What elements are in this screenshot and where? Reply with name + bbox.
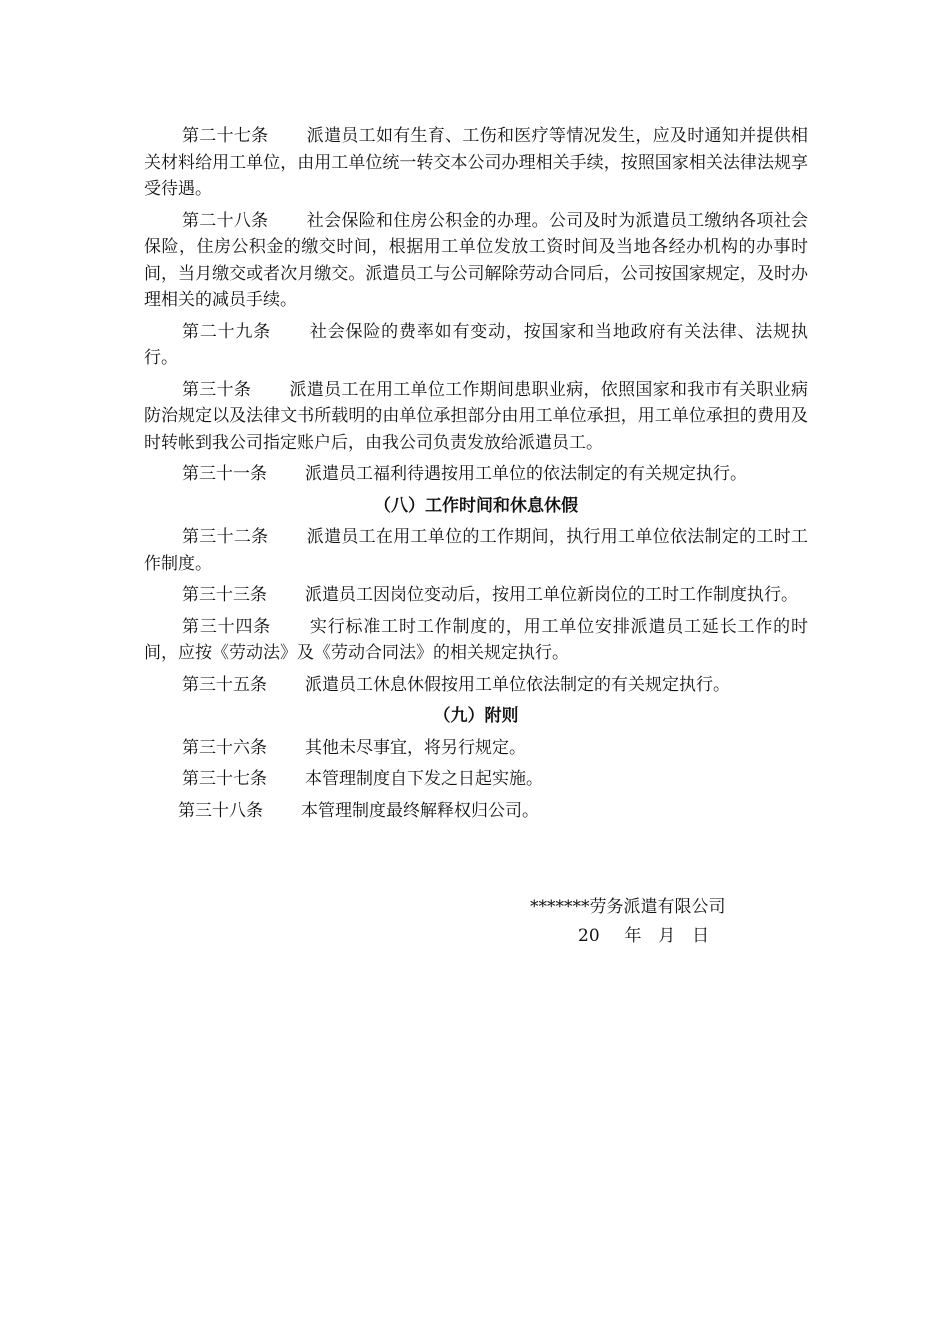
article-text: 社会保险和住房公积金的办理。公司及时为派遣员工缴纳各项社会保险，住房公积金的缴交时间，根据用工单位发放工资时间及当地各经办机构的办事时间，当月缴交或者次月缴交。派遣员工与公司解除劳动合同后，公司按国家规定，及时办理相关的减员手续。 (144, 210, 809, 310)
article-number: 第三十四条 (182, 616, 272, 637)
article-text: 本管理制度最终解释权归公司。 (301, 800, 539, 821)
article-number: 第三十条 (182, 379, 252, 400)
date-day-label: 日 (692, 926, 710, 946)
signature-date (578, 922, 709, 950)
article-number: 第二十八条 (182, 210, 269, 231)
article-30 (144, 377, 808, 457)
article-number: 第三十三条 (182, 585, 267, 605)
article-number: 第三十六条 (182, 737, 267, 758)
date-year-label: 年 (624, 926, 642, 946)
article-text: 派遣员工因岗位变动后，按用工单位新岗位的工时工作制度执行。 (305, 585, 798, 605)
company-signature: *******劳务派遣有限公司 (530, 897, 726, 917)
article-32 (144, 524, 808, 577)
section-heading-9: （九）附则 (433, 706, 519, 726)
article-text: 实行标准工时工作制度的，用工单位安排派遣员工延长工作的时间，应按《劳动法》及《劳动合同法》的相关规定执行。 (144, 616, 809, 663)
article-text: 派遣员工休息休假按用工单位依法制定的有关规定执行。 (305, 674, 730, 695)
article-text: 派遣员工福利待遇按用工单位的依法制定的有关规定执行。 (305, 464, 747, 484)
article-number: 第三十七条 (182, 769, 267, 789)
article-27 (144, 123, 808, 203)
article-35 (144, 672, 808, 699)
article-37 (144, 766, 808, 793)
date-month-label: 月 (658, 926, 676, 946)
article-29 (144, 319, 808, 372)
article-33 (144, 582, 808, 609)
article-34 (144, 614, 808, 667)
article-number: 第三十五条 (182, 674, 267, 695)
article-number: 第二十七条 (182, 126, 269, 146)
document-body (144, 123, 808, 829)
article-text: 其他未尽事宜，将另行规定。 (305, 737, 526, 758)
article-31 (144, 461, 808, 488)
article-text: 本管理制度自下发之日起实施。 (305, 769, 543, 789)
article-text: 社会保险的费率如有变动，按国家和当地政府有关法律、法规执行。 (144, 321, 809, 368)
article-number: 第三十二条 (182, 527, 269, 547)
article-number: 第二十九条 (182, 321, 272, 342)
article-38 (144, 798, 808, 825)
article-number: 第三十一条 (182, 464, 267, 484)
date-year: 20 (578, 926, 600, 946)
article-text: 派遣员工如有生育、工伤和医疗等情况发生，应及时通知并提供相关材料给用工单位，由用工单位统一转交本公司办理相关手续，按照国家相关法律法规享受待遇。 (144, 126, 809, 199)
article-text: 派遣员工在用工单位工作期间患职业病，依照国家和我市有关职业病防治规定以及法律文书所载明的由单位承担部分由用工单位承担，用工单位承担的费用及时转帐到我公司指定账户后，由我公司负责发放给派遣员工。 (144, 379, 809, 453)
article-text: 派遣员工在用工单位的工作期间，执行用工单位依法制定的工时工作制度。 (144, 527, 809, 574)
article-number: 第三十八条 (178, 800, 263, 821)
section-heading-8: （八）工作时间和休息休假 (374, 495, 578, 516)
article-36 (144, 735, 808, 762)
article-28 (144, 208, 808, 314)
